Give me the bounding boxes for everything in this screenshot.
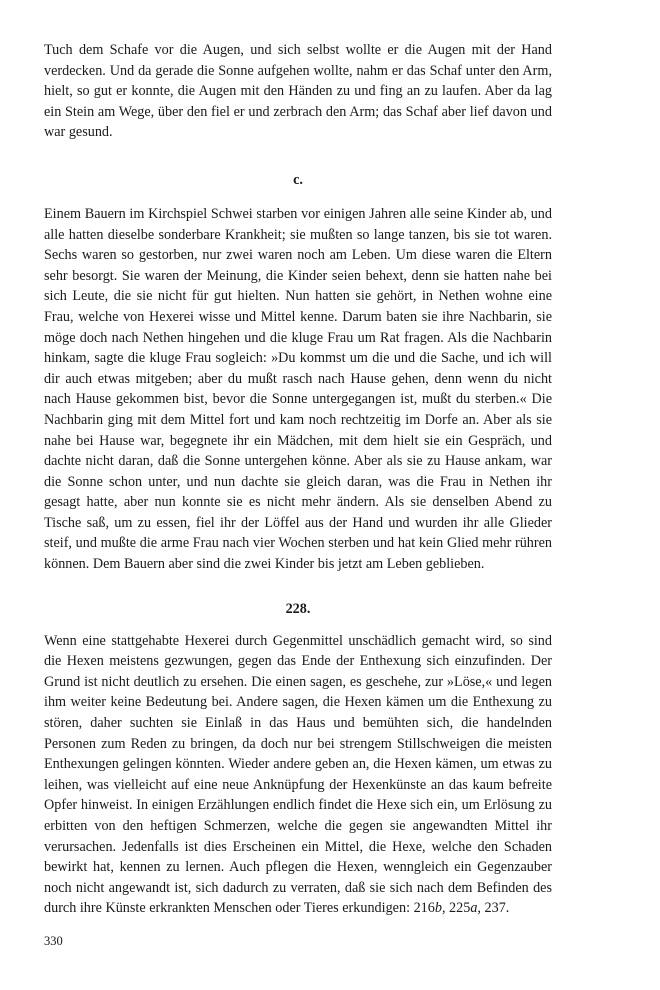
section-heading-228: 228.	[285, 600, 311, 617]
reference-separator: ,	[477, 900, 485, 917]
page-number: 330	[44, 934, 63, 948]
reference-225: 225	[449, 900, 471, 917]
section-heading-c: c.	[293, 171, 303, 188]
reference-216: 216	[413, 900, 435, 917]
reference-end: .	[505, 900, 510, 917]
paragraph-section-228-text: Wenn eine stattgehabte Hexerei durch Gegenmittel unschädlich gemacht wird, so sind die Hexen meistens gezwungen, gegen das Ende der Enthexung sich einzufinden. Der Grund ist nicht deutlich zu ersehen. Die einen sagen, es geschehe, zur »Löse,« und legen ihm weiter keine Bedeutung bei. Andere sagen, die Hexen kämen um die Enthexung zu stören, daher suchten sie Einlaß in das Haus und bemühten sich, die handelnden Personen zum Reden zu bringen, da doch nur bei strengem Stillschweigen die meisten Enthexungen gelingen könnten. Wieder andere geben an, die Hexen kämen, um etwas zu leihen, was vielleicht auf eine neue Anknüpfung der Hexenkünste an das kaum befreite Opfer hinweist. In einigen Erzählungen endlich findet die Hexe sich ein, um Erlösung zu erbitten von den heftigen Schmerzen, welche die gegen sie angewandten Mittel ihr verursachen. Jedenfalls ist dies Erscheinen ein Mittel, die Hexe, welche den Schaden bewirkt hat, kennen zu lernen. Auch pflegen die Hexen, wenngleich ein Gegenzauber noch nicht angewandt ist, sich dadurch zu verraten, daß sie sich nach dem Befinden des durch ihre Künste erkrankten Menschen oder Tieres erkundigen:	[44, 632, 552, 917]
reference-216-letter: b	[434, 900, 442, 917]
paragraph-continuation: Tuch dem Schafe vor die Augen, und sich selbst wollte er die Augen mit der Hand verdecken. Und da gerade die Sonne aufgehen wollte, nahm er das Schaf unter den Arm, hielt, so gut er konnte, die Augen mit den Händen zu und fing an zu laufen. Aber da lag ein Stein am Wege, über den fiel er und zerbrach den Arm; das Schaf aber lief davon und war gesund.	[44, 42, 552, 141]
reference-225-letter: a	[470, 900, 478, 917]
reference-237: 237	[484, 900, 506, 917]
book-page	[44, 40, 552, 919]
reference-separator: ,	[441, 900, 450, 917]
paragraph-section-c: Einem Bauern im Kirchspiel Schwei starben vor einigen Jahren alle seine Kinder ab, und alle hatten dieselbe sonderbare Krankheit; sie mußten so lange tanzen, bis sie tot waren. Sechs waren so gestorben, nur zwei waren noch am Leben. Um diese waren die Eltern sehr besorgt. Sie waren der Meinung, die Kinder seien behext, denn sie hatten nahe bei sich Leute, die sie nicht für gut hielten. Nun hatten sie gehört, in Nethen wohne eine Frau, welche von Hexerei wisse und Mittel kenne. Darum baten sie ihre Nachbarin, sie möge doch nach Nethen hingehen und die kluge Frau um Rat fragen. Als die Nachbarin hinkam, sagte die kluge Frau sogleich: »Du kommst um die und die Sache, und ich will dir auch etwas mitgeben; aber du mußt rasch nach Hause gehen, denn wenn du nicht nach Hause gekommen bist, bevor die Sonne untergegangen ist, mußt du sterben.« Die Nachbarin ging mit dem Mittel fort und kam noch rechtzeitig im Dorfe an. Aber als sie nahe bei Hause war, begegnete ihr ein Mädchen, mit dem hielt sie ein Gespräch, und dachte nicht daran, daß die Sonne untergehen könne. Aber als sie zu Hause ankam, war die Sonne schon unter, und nun dachte sie gleich daran, was die Frau in Nethen ihr gesagt hatte, aber nun konnte sie es nicht mehr ändern. Als sie denselben Abend zu Tische saß, um zu essen, fiel ihr der Löffel aus der Hand und wurden ihr alle Glieder steif, und mußte die arme Frau nach vier Wochen sterben und hat kein Glied mehr rühren können. Dem Bauern aber sind die zwei Kinder bis jetzt am Leben geblieben.	[44, 205, 552, 573]
paragraph-section-228	[44, 631, 552, 919]
